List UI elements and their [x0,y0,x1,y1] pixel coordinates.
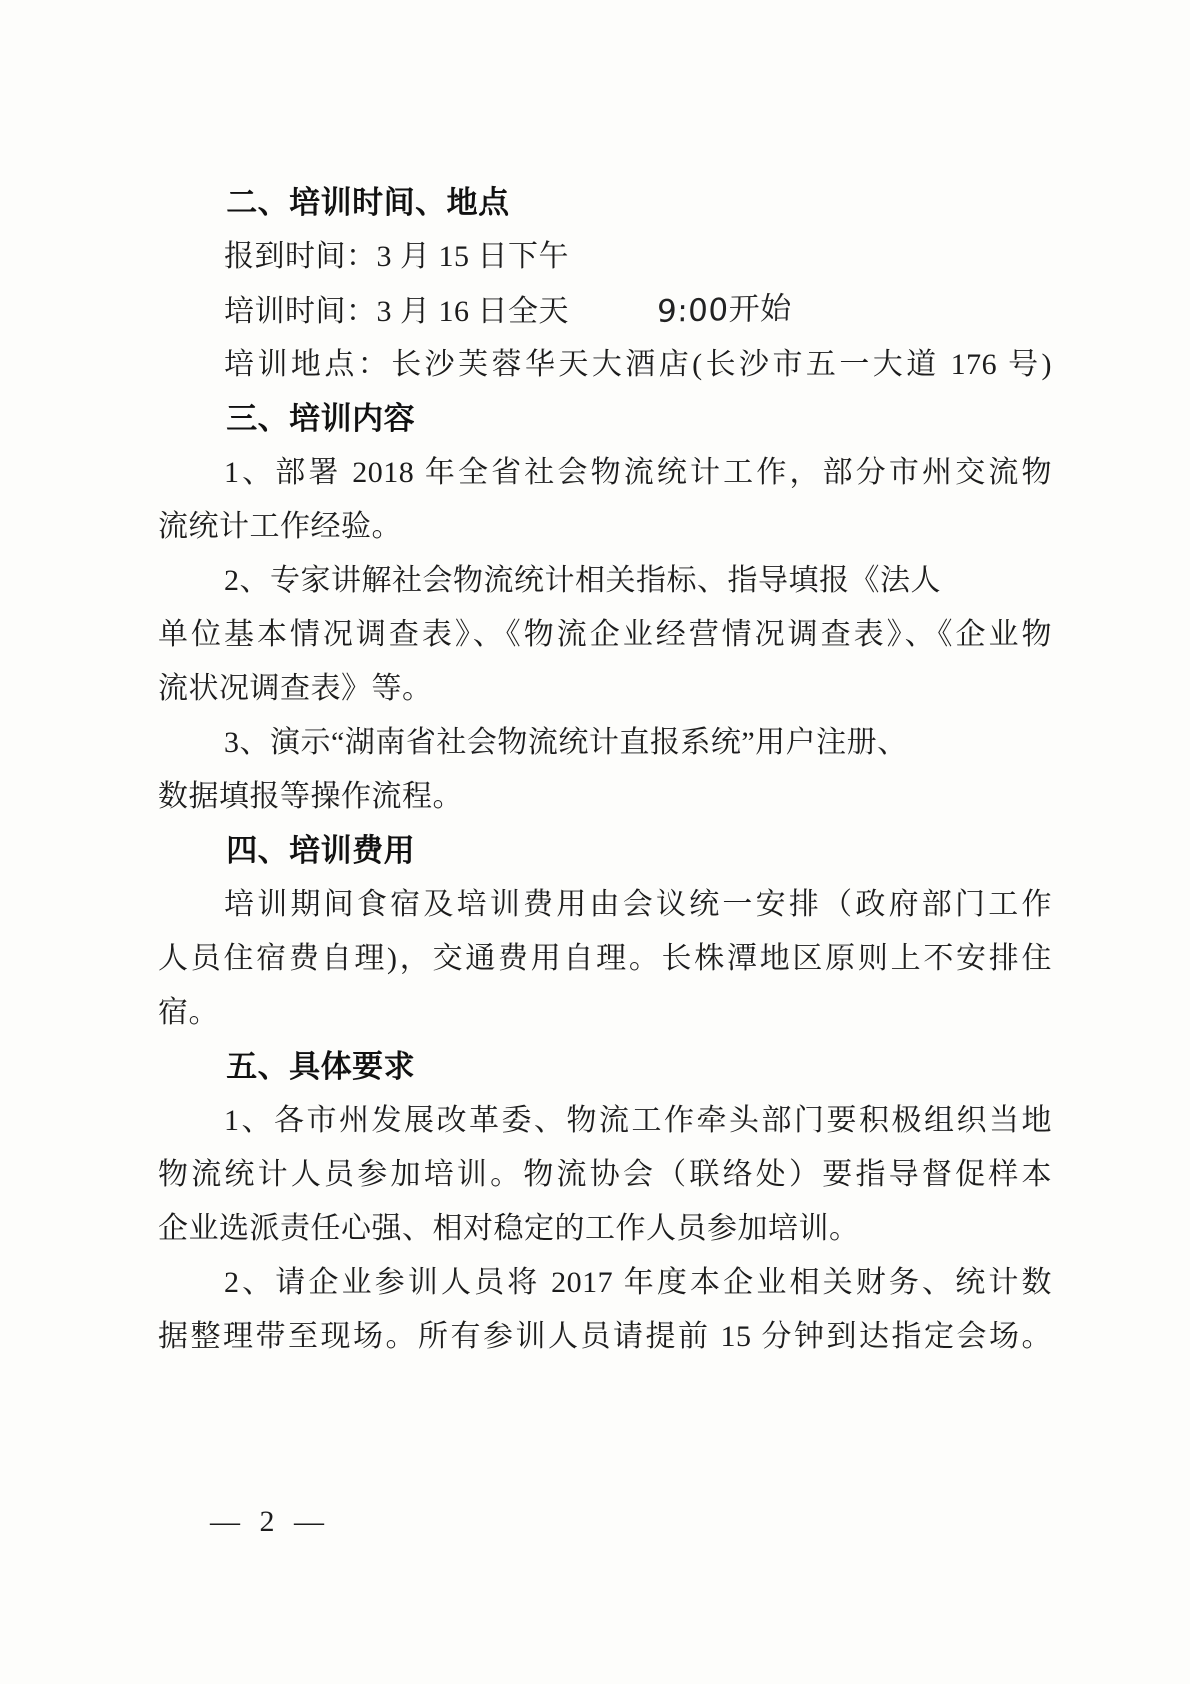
body-line-checkin-time: 报到时间：3 月 15 日下午 [224,240,569,273]
body-line-content-item3-b: 数据填报等操作流程。 [158,780,463,813]
body-line-content-item1-b: 流统计工作经验。 [158,510,402,543]
body-line-requirement1-a: 1、各市州发展改革委、物流工作牵头部门要积极组织当地 [224,1104,1052,1137]
body-line-content-item3-a: 3、演示“湖南省社会物流统计直报系统”用户注册、 [224,726,908,759]
body-line-content-item2-a: 2、专家讲解社会物流统计相关指标、指导填报《法人 [224,564,941,597]
body-line-content-item2-b: 单位基本情况调查表》、《物流企业经营情况调查表》、《企业物 [158,618,1052,651]
body-line-content-item2-c: 流状况调查表》等。 [158,672,433,705]
body-line-requirement1-b: 物流统计人员参加培训。物流协会（联络处）要指导督促样本 [158,1158,1052,1191]
body-line-requirement2-a: 2、请企业参训人员将 2017 年度本企业相关财务、统计数 [224,1266,1052,1299]
section-heading-training-time-location: 二、培训时间、地点 [226,185,510,220]
body-line-requirement1-c: 企业选派责任心强、相对稳定的工作人员参加培训。 [158,1212,860,1245]
body-line-fees-c: 宿。 [158,996,219,1029]
body-line-training-location: 培训地点：长沙芙蓉华天大酒店(长沙市五一大道 176 号) [224,348,1052,381]
body-line-fees-b: 人员住宿费自理)，交通费用自理。长株潭地区原则上不安排住 [158,942,1052,975]
training-time-printed-text: 培训时间：3 月 16 日全天 [224,295,569,328]
page-number: — 2 — [210,1505,330,1538]
body-line-content-item1-a: 1、部署 2018 年全省社会物流统计工作，部分市州交流物 [224,456,1052,489]
section-heading-training-fees: 四、培训费用 [226,833,416,868]
body-line-training-time [158,284,1052,338]
section-heading-specific-requirements: 五、具体要求 [226,1049,416,1084]
handwritten-start-time-note: 9:00开始 [656,290,793,330]
body-line-requirement2-b: 据整理带至现场。所有参训人员请提前 15 分钟到达指定会场。 [158,1320,1052,1353]
section-heading-training-content: 三、培训内容 [226,401,416,436]
body-line-fees-a: 培训期间食宿及培训费用由会议统一安排（政府部门工作 [224,888,1052,921]
document-body [158,176,1052,1364]
